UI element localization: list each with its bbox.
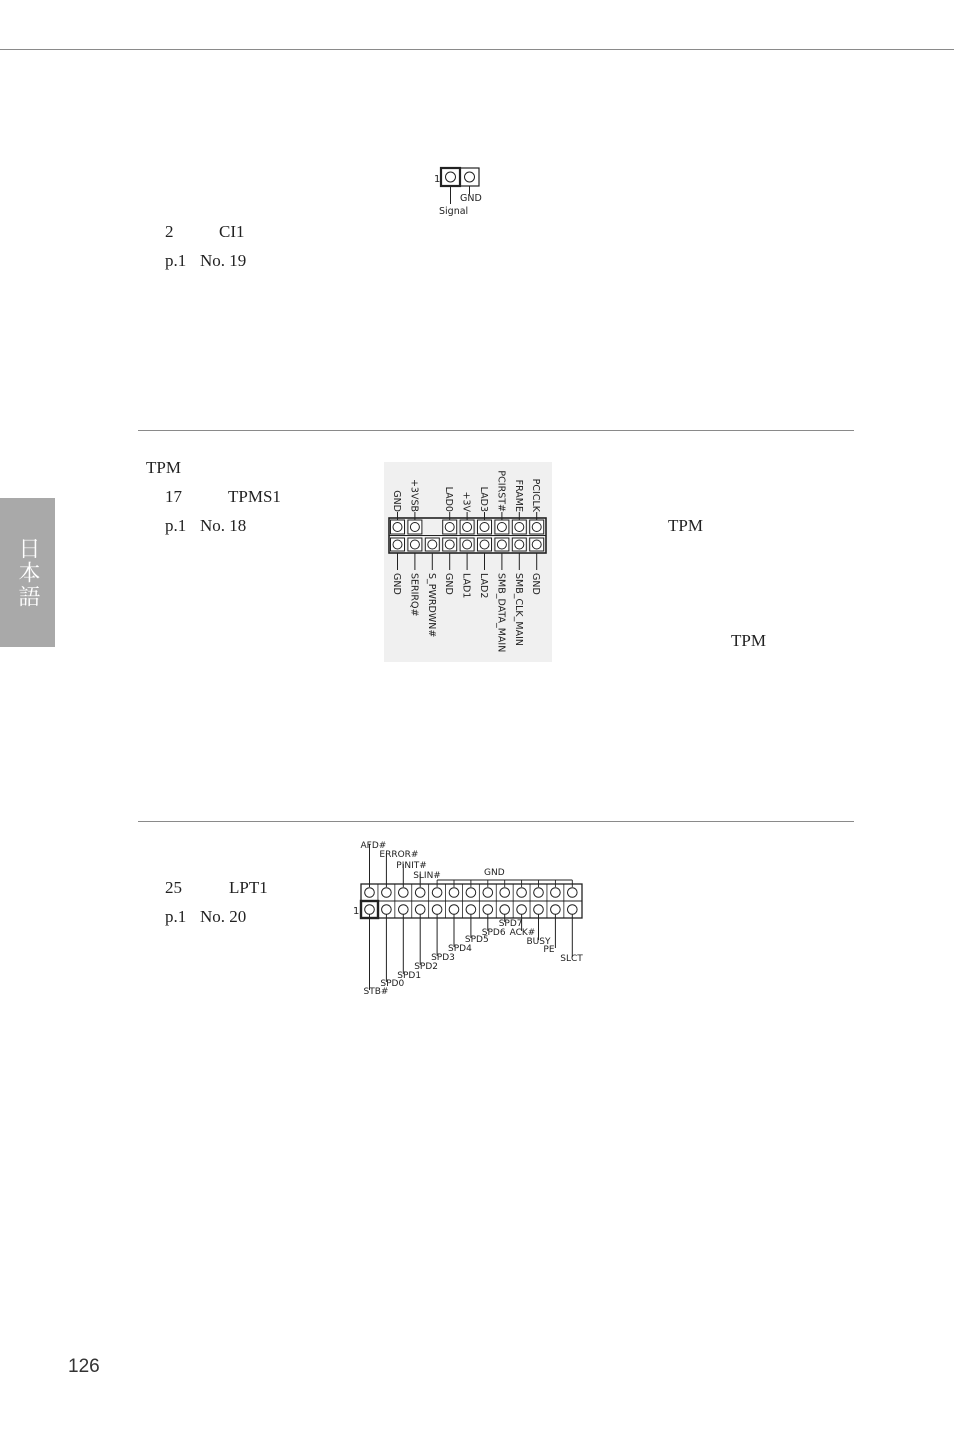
lpt-pin1-label: 1	[353, 906, 360, 917]
lpt-bottom-pin-label: PE	[543, 945, 555, 955]
tpm-top-pin-label: GND	[391, 490, 402, 512]
lpt-top-pin-label: AFD#	[360, 841, 387, 851]
ci-count: 2	[165, 222, 174, 241]
ci-header-diagram	[432, 164, 494, 220]
lpt-bottom-pin-label: ACK#	[509, 928, 536, 938]
tpm-bottom-pin-label: GND	[530, 573, 542, 595]
side-tab-label: 日本語	[15, 536, 40, 609]
lpt-bottom-pin-label: SPD2	[414, 962, 438, 972]
tpm-header-diagram	[384, 462, 552, 662]
lpt-top-pin-label: ERROR#	[379, 850, 419, 860]
tpm-note-2: TPM	[731, 631, 766, 650]
header-rule	[0, 49, 954, 50]
tpm-bottom-pin-label: GND	[443, 573, 455, 595]
lpt-bottom-pin-label: SPD3	[431, 953, 455, 963]
tpm-bottom-pin-label: LAD2	[478, 573, 489, 599]
lpt-bottom-pin-label: SPD5	[464, 935, 489, 945]
ci-signal-label: Signal	[439, 206, 469, 217]
tpm-top-pin-label: +3VSB	[408, 478, 420, 512]
lpt-connector-name: LPT1	[229, 878, 268, 897]
tpm-top-pin-label: +3V	[460, 491, 472, 512]
tpm-bottom-pin-label: LAD1	[460, 573, 472, 599]
lpt-page-ref: p.1	[165, 907, 187, 926]
tpm-heading: TPM	[146, 458, 181, 477]
tpm-count: 17	[165, 487, 182, 506]
tpm-connector-name: TPMS1	[228, 487, 281, 506]
section-divider-lpt	[138, 821, 854, 822]
tpm-top-pin-label: LAD0	[443, 486, 455, 512]
lpt-bottom-pin-label: SPD4	[448, 944, 472, 954]
lpt-bottom-pin-label: SPD0	[380, 979, 405, 989]
tpm-top-pin-label: PCICLK	[530, 478, 542, 512]
tpm-bottom-pin-label: SMB_DATA_MAIN	[495, 573, 507, 653]
tpm-page-ref: p.1	[165, 516, 187, 535]
section-divider-tpm	[138, 430, 854, 431]
lpt-top-pin-label: PINIT#	[396, 861, 427, 871]
lpt-bottom-pin-label: BUSY	[526, 937, 551, 947]
language-side-tab	[0, 498, 55, 647]
tpm-bottom-pin-label: GND	[391, 573, 402, 595]
lpt-top-pin-label: SLIN#	[413, 871, 441, 881]
lpt-bottom-pin-label: SPD6	[481, 928, 506, 938]
tpm-top-pin-label: LAD3	[478, 486, 489, 512]
ci-page-ref: p.1	[165, 251, 187, 270]
lpt-bottom-pin-label: SPD7	[498, 919, 523, 929]
lpt-bottom-pin-label: SPD1	[397, 971, 422, 981]
lpt-bottom-pin-label: SLCT	[560, 954, 583, 964]
tpm-bottom-pin-label: S_PWRDWN#	[425, 573, 437, 638]
ci-pin1-label: 1	[434, 174, 441, 185]
lpt-count: 25	[165, 878, 182, 897]
page-number: 126	[68, 1356, 100, 1377]
tpm-note-1: TPM	[668, 516, 703, 535]
tpm-item-no: No. 18	[200, 516, 247, 535]
lpt-header-diagram	[352, 836, 592, 1002]
tpm-bottom-pin-label: SERIRQ#	[408, 573, 420, 617]
ci-item-no: No. 19	[200, 251, 247, 270]
tpm-bottom-pin-label: SMB_CLK_MAIN	[512, 573, 524, 647]
lpt-item-no: No. 20	[200, 907, 247, 926]
tpm-top-pin-label: FRAME	[512, 479, 524, 512]
ci-connector-name: CI1	[219, 222, 245, 241]
tpm-top-pin-label: PCIRST#	[495, 470, 507, 512]
ci-gnd-label: GND	[460, 193, 482, 204]
lpt-bottom-pin-label: STB#	[363, 987, 389, 997]
lpt-top-pin-label: GND	[484, 868, 505, 878]
